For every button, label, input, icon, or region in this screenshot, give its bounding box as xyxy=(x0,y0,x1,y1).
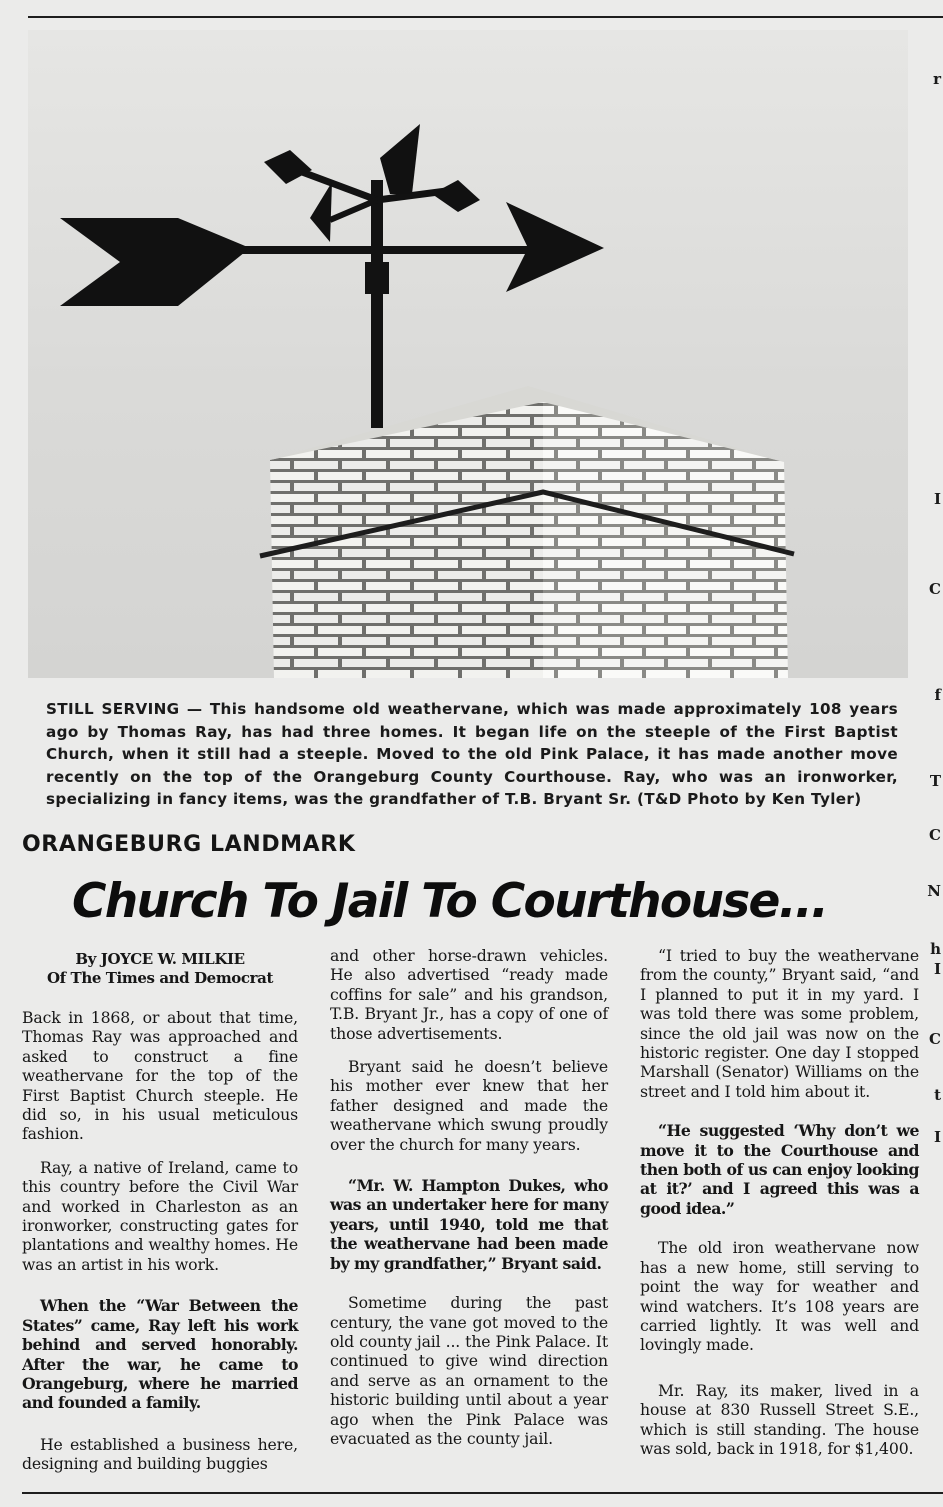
weathervane-illustration xyxy=(28,30,908,678)
weathervane-rod xyxy=(371,180,383,428)
article-column-3 xyxy=(640,946,919,1458)
edge-letter: t xyxy=(934,1086,941,1104)
chimney-side-face xyxy=(543,398,788,678)
edge-letter: N xyxy=(927,882,941,900)
arrow-tail xyxy=(60,218,250,306)
edge-letter: I xyxy=(933,960,941,978)
paragraph: He established a business here, designing and building buggies xyxy=(22,1434,298,1474)
direction-e xyxy=(432,180,480,212)
headline: Church To Jail To Courthouse... xyxy=(72,874,828,929)
caption-text: — This handsome old weathervane, which was made approximately 108 years ago by Thomas Ray, has had three homes. It began life on the steeple of the First Baptist Church, when it still had a steeple. Moved to the old Pink Palace, it has made another move recently on the top of the Orangeburg County Courthouse. Ray, who was an ironworker, specializing in fancy items, was the grandfather of T.B. Bryant Sr. (T&D Photo by Ken Tyler) xyxy=(46,700,898,808)
byline-outlet: Of The Times and Democrat xyxy=(47,969,273,987)
paragraph: Bryant said he doesn’t believe his mother ever knew that her father designed and made the weathervane which swung proudly over the church for many years. xyxy=(330,1057,608,1154)
paragraph: and other horse-drawn vehicles. He also advertised “ready made coffins for sale” and his grandson, T.B. Bryant Jr., has a copy of one of those advertisements. xyxy=(330,946,608,1043)
byline-author: By JOYCE W. MILKIE xyxy=(75,950,245,968)
byline xyxy=(22,950,298,988)
top-rule xyxy=(28,16,943,18)
direction-s xyxy=(310,182,332,242)
weathervane-photo xyxy=(28,30,908,678)
pull-paragraph: When the “War Between the States” came, Ray left his work behind and served honorably. After the war, he came to Orangeburg, where he married and founded a family. xyxy=(22,1296,298,1413)
paragraph: Back in 1868, or about that time, Thomas Ray was approached and asked to construct a fine weathervane for the top of the First Baptist Church steeple. He did so, in his usual meticulous fashion. xyxy=(22,1008,298,1144)
edge-letter: h xyxy=(930,940,941,958)
photo-caption xyxy=(46,698,898,811)
paragraph: Ray, a native of Ireland, came to this country before the Civil War and worked in Charleston as an ironworker, constructing gates for plantations and wealthy homes. He was an artist in his work. xyxy=(22,1157,298,1274)
paragraph: Sometime during the past century, the vane got moved to the old county jail ... the Pink Palace. It continued to give wind direction and serve as an ornament to the historic building until about a year ago when the Pink Palace was evacuated as the county jail. xyxy=(330,1293,608,1448)
edge-letter: f xyxy=(934,686,941,704)
edge-letter: C xyxy=(929,580,941,598)
arrow-shaft xyxy=(218,246,548,254)
caption-lead: STILL SERVING xyxy=(46,700,180,718)
paragraph: “I tried to buy the weathervane from the county,” Bryant said, “and I planned to put it in my yard. I was told there was some problem, since the old jail was now on the historic register. One day I stopped Marshall (Senator) Williams on the street and I told him about it. xyxy=(640,946,919,1101)
edge-letter: C xyxy=(929,1030,941,1048)
article-column-1 xyxy=(22,946,298,1474)
edge-letter: r xyxy=(933,70,941,88)
edge-letter: C xyxy=(929,826,941,844)
direction-n xyxy=(380,124,420,194)
section-kicker: ORANGEBURG LANDMARK xyxy=(22,832,356,857)
bottom-rule xyxy=(22,1492,943,1494)
edge-letter: T xyxy=(929,772,941,790)
edge-letter: I xyxy=(933,1128,941,1146)
pull-quote: “Mr. W. Hampton Dukes, who was an undertaker here for many years, until 1940, told me that the weathervane had been made by my grandfather,” Bryant said. xyxy=(330,1176,608,1273)
direction-w xyxy=(264,150,312,184)
pull-quote: “He suggested ‘Why don’t we move it to the Courthouse and then both of us can enjoy looking at it?’ and I agreed this was a good idea.” xyxy=(640,1121,919,1218)
edge-letter: I xyxy=(933,490,941,508)
paragraph: The old iron weathervane now has a new home, still serving to point the way for weather and wind watchers. It’s 108 years are carried lightly. It was well and lovingly made. xyxy=(640,1238,919,1355)
chimney-front-face xyxy=(270,398,543,678)
paragraph: Mr. Ray, its maker, lived in a house at 830 Russell Street S.E., which is still standing. The house was sold, back in 1918, for $1,400. xyxy=(640,1380,919,1458)
article-column-2 xyxy=(330,946,608,1448)
